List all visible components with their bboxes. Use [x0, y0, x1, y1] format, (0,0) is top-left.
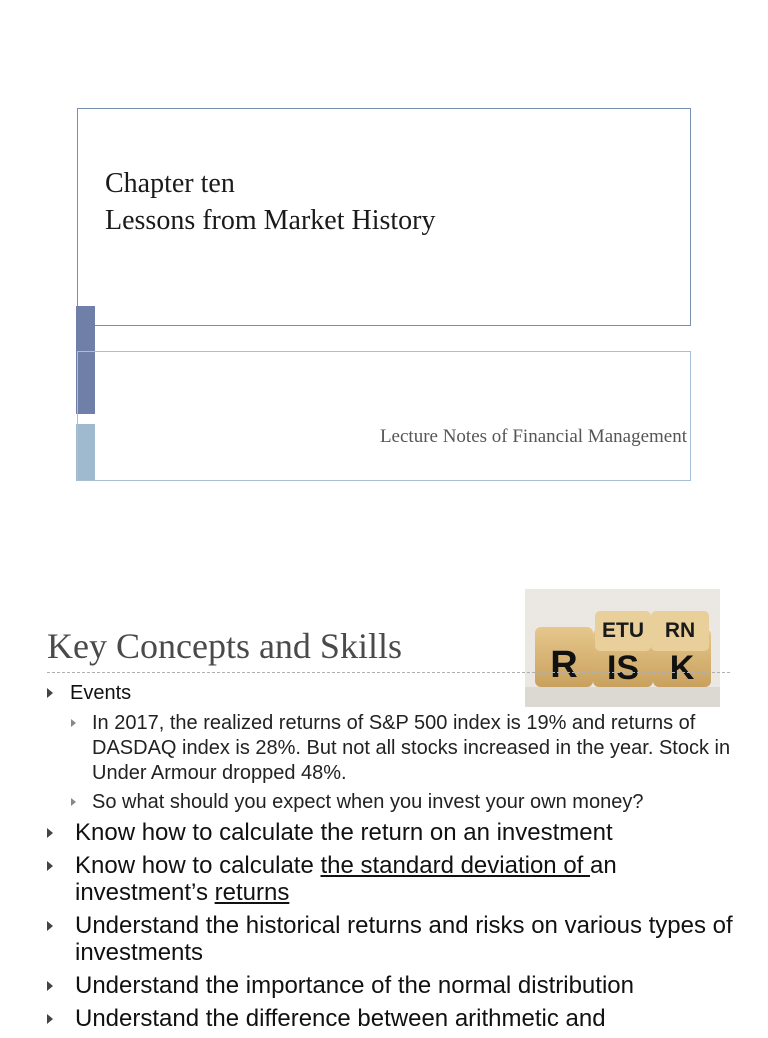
- bullet-text-part-2: an investment’s: [75, 852, 617, 906]
- slide-heading: Key Concepts and Skills: [47, 626, 402, 666]
- bullet-skill-3: [47, 912, 737, 966]
- title-line-2: Lessons from Market History: [105, 205, 436, 236]
- sub-bullet-text: So what should you expect when you invest your own money?: [92, 791, 644, 813]
- bullet-text: Events: [70, 682, 132, 704]
- slide-subtitle: Lecture Notes of Financial Management: [379, 426, 687, 447]
- bullet-skill-2: [47, 852, 737, 906]
- bullet-text-part-1: Know how to calculate: [75, 852, 321, 879]
- sub-bullet-event-1: [47, 711, 737, 786]
- bullet-arrow-icon: [47, 861, 53, 871]
- subtitle-placeholder: [77, 351, 691, 481]
- bullet-skill-1: [47, 819, 737, 846]
- bullet-arrow-icon: [47, 921, 53, 931]
- bullet-text: Understand the historical returns and risks on various types of investments: [75, 912, 733, 966]
- tile-r-text: R: [550, 644, 578, 686]
- tile-k-text: K: [669, 649, 695, 687]
- bullet-arrow-icon: [47, 828, 53, 838]
- sub-bullet-arrow-icon: [71, 798, 76, 806]
- tile-is-text: IS: [606, 649, 640, 687]
- sub-bullet-event-2: [47, 790, 737, 815]
- bullet-list: [47, 681, 737, 1038]
- underlined-text-returns: returns: [214, 879, 290, 906]
- tile-etu-text: ETU: [602, 619, 644, 642]
- bullet-text: Understand the importance of the normal distribution: [75, 972, 634, 999]
- title-line-1: Chapter ten: [105, 168, 235, 199]
- sub-bullet-text: In 2017, the realized returns of S&P 500 index is 19% and returns of DASDAQ index is 28%. But not all stocks increased in the year. Stock in Under Armour dropped 48%.: [92, 712, 731, 784]
- underlined-text-standard-deviation: the standard deviation of: [320, 852, 591, 879]
- bullet-arrow-icon: [47, 688, 53, 698]
- bullet-events: [47, 681, 737, 705]
- title-placeholder: [77, 108, 691, 326]
- bullet-arrow-icon: [47, 981, 53, 991]
- sub-bullet-arrow-icon: [71, 719, 76, 727]
- bullet-text: Know how to calculate the return on an investment: [75, 819, 613, 846]
- heading-divider: [47, 672, 730, 673]
- bullet-arrow-icon: [47, 1014, 53, 1024]
- slide-title: [105, 165, 436, 239]
- bullet-skill-5: [47, 1005, 737, 1032]
- tile-rn-text: RN: [664, 619, 696, 642]
- bullet-text: Understand the difference between arithmetic and: [75, 1005, 606, 1032]
- bullet-skill-4: [47, 972, 737, 999]
